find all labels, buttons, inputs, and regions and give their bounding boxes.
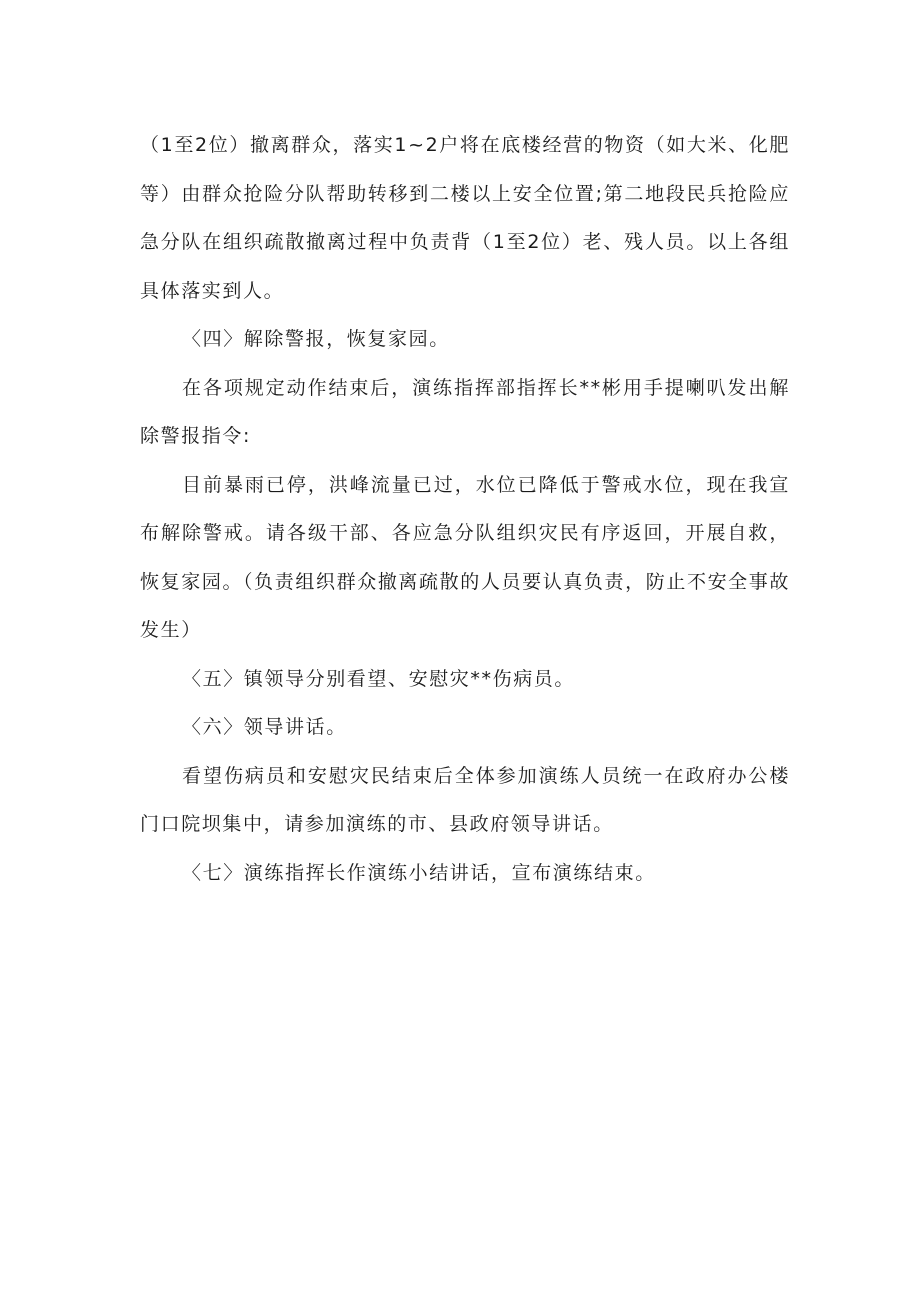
section-heading-4: 〈四〉解除警报，恢复家园。 — [182, 328, 450, 350]
section-heading-6: 〈六〉领导讲话。 — [182, 716, 347, 738]
paragraph-evacuation-assignments: （1至2位）撤离群众，落实1~2户将在底楼经营的物资（如大米、化肥等）由群众抢险分队帮助转移到二楼以上安全位置;第二地段民兵抢险应急分队在组织疏散撤离过程中负责背（1至2位）老、残人员。以上各组具体落实到人。 — [140, 134, 790, 302]
section-heading-5: 〈五〉镇领导分别看望、安慰灾**伤病员。 — [182, 667, 576, 690]
section-heading-7: 〈七〉演练指挥长作演练小结讲话，宣布演练结束。 — [182, 861, 656, 884]
document-body — [140, 121, 790, 897]
paragraph-alarm-release-announcement: 目前暴雨已停，洪峰流量已过，水位已降低于警戒水位，现在我宣布解除警戒。请各级干部、各应急分队组织灾民有序返回，开展自救，恢复家园。（负责组织群众撤离疏散的人员要认真负责，防止不安全事故发生） — [140, 473, 790, 641]
paragraph-leader-speech: 看望伤病员和安慰灾民结束后全体参加演练人员统一在政府办公楼门口院坝集中，请参加演练的市、县政府领导讲话。 — [140, 764, 790, 835]
paragraph-alarm-release-command: 在各项规定动作结束后，演练指挥部指挥长**彬用手提喇叭发出解除警报指令: — [140, 376, 790, 447]
